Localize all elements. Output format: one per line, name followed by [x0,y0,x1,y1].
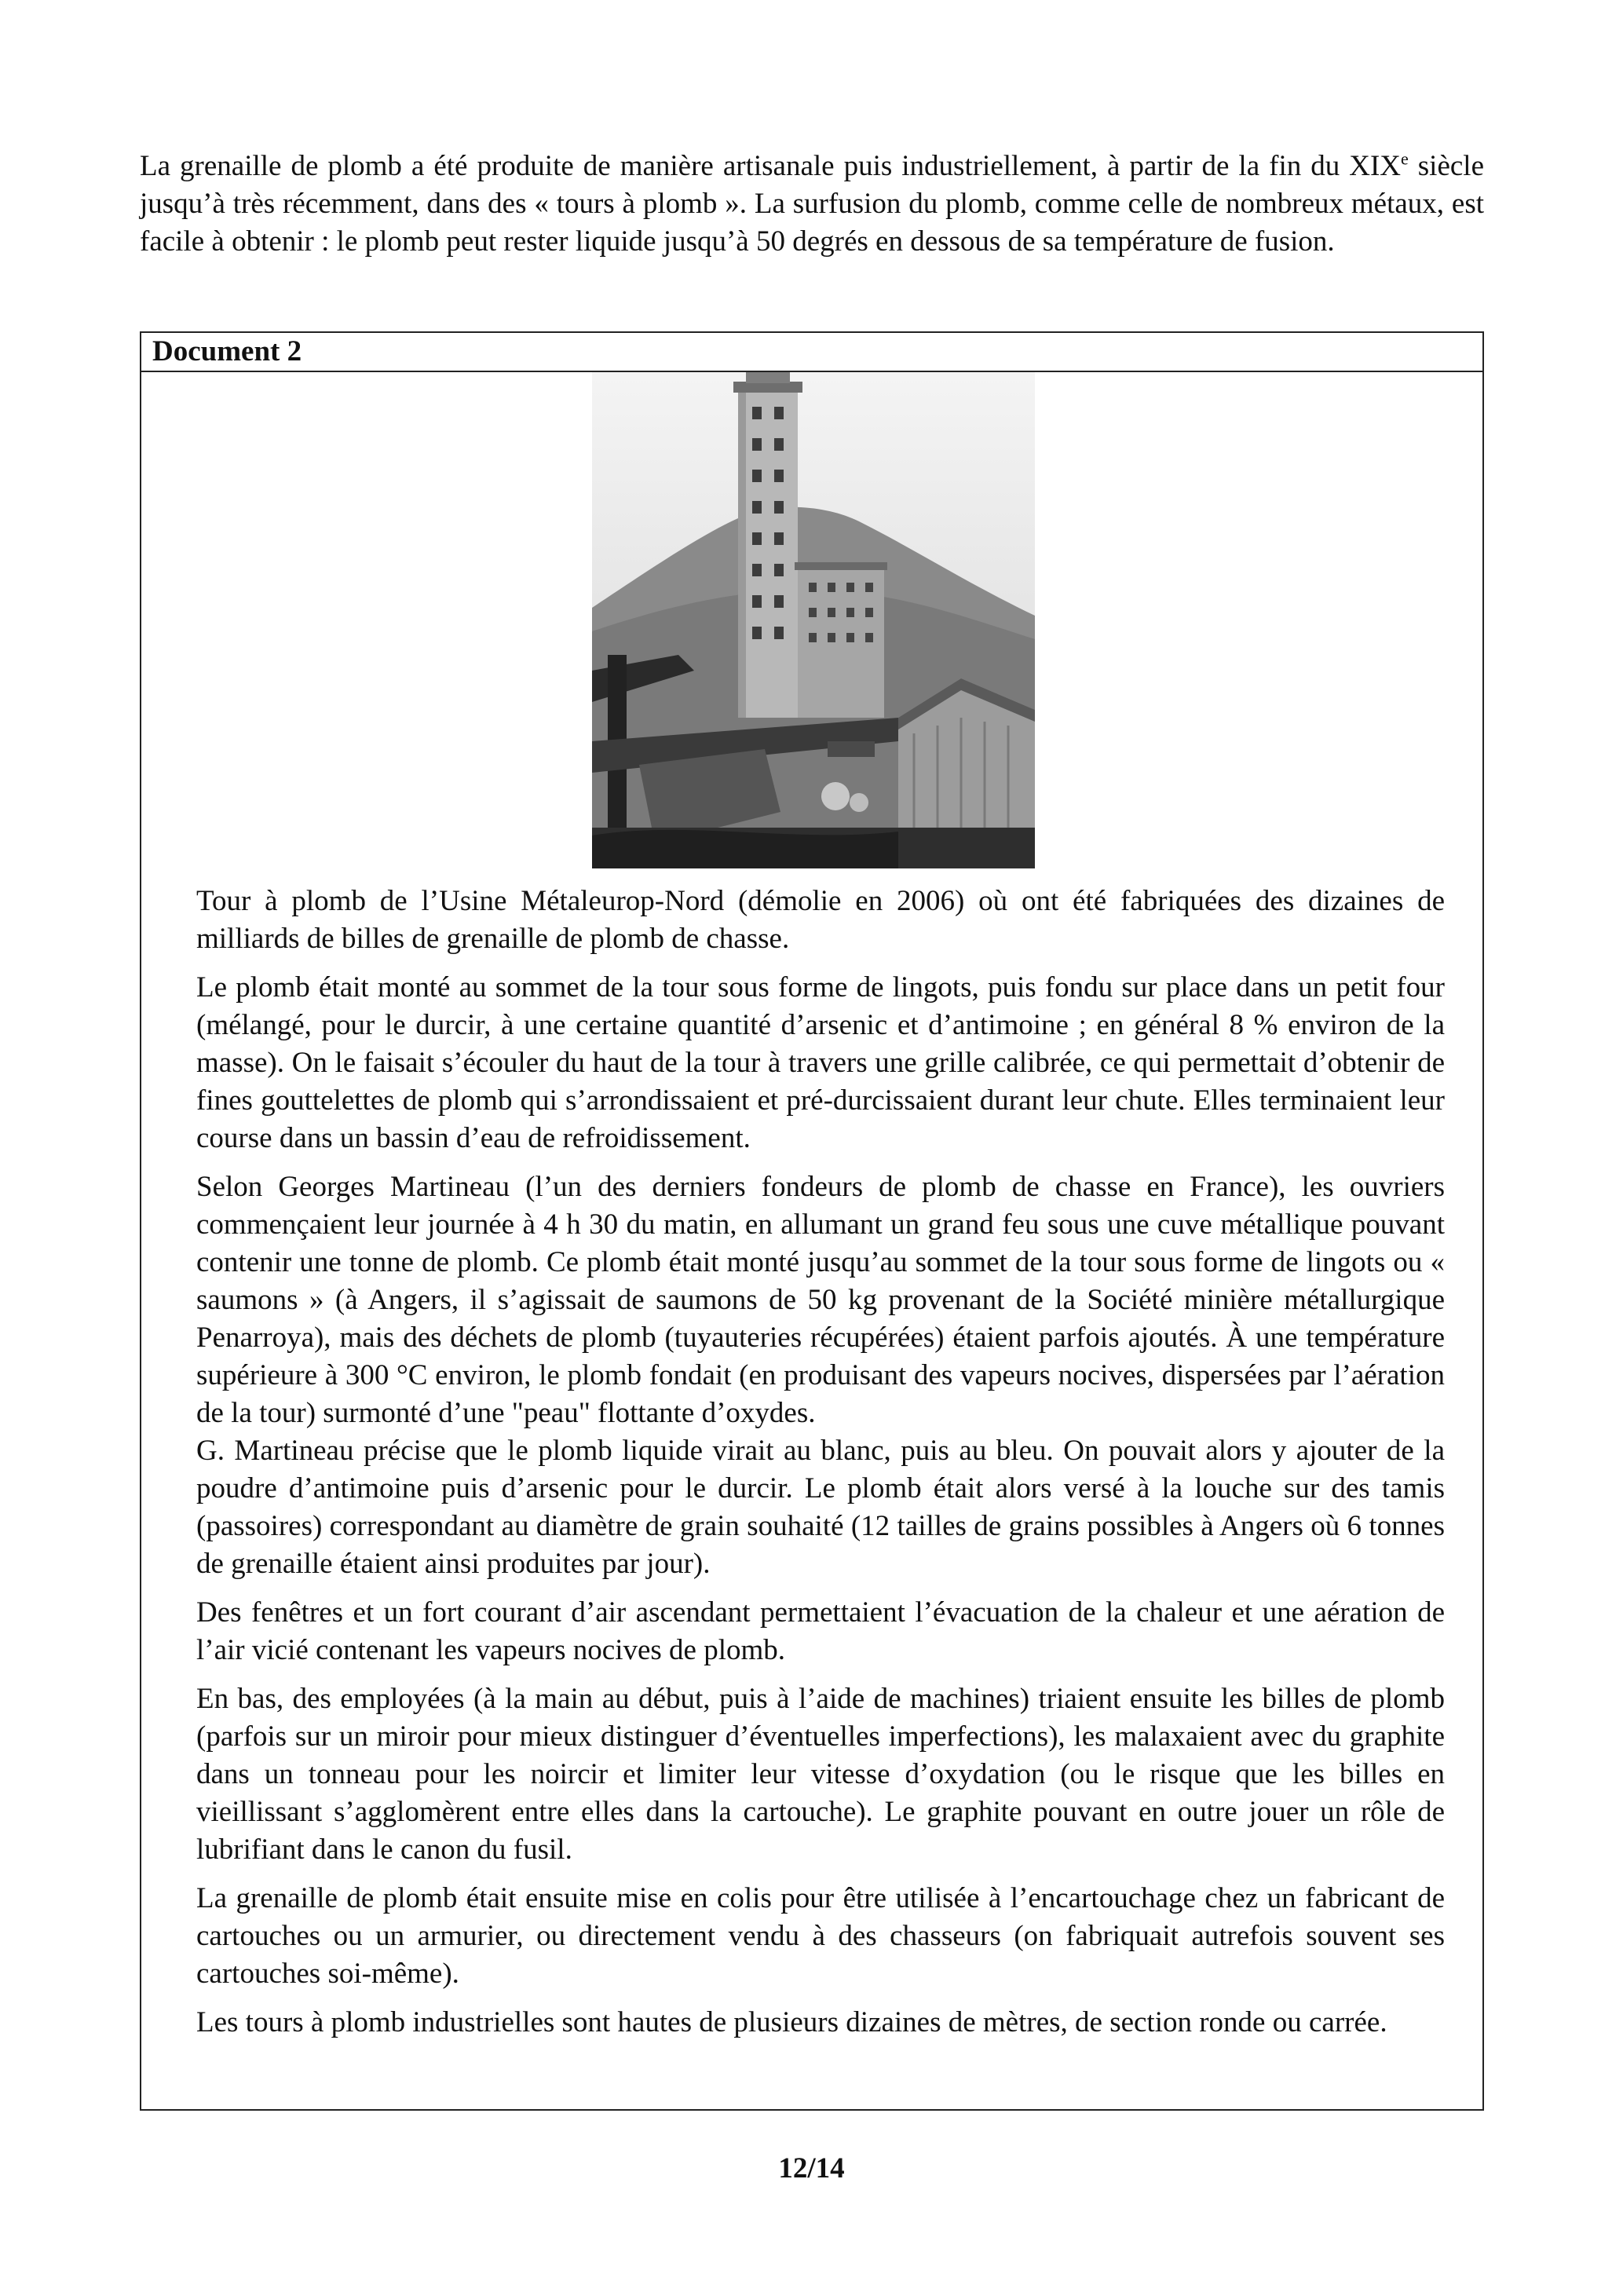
document-title: Document 2 [141,333,1482,372]
paragraph-process: Le plomb était monté au sommet de la tour sous forme de lingots, puis fondu sur place dans un petit four (mélangé, pour le durcir, à une certaine quantité d’arsenic et d’antimoine ; en général 8 % environ de la masse). On le faisait s’écouler du haut de la tour à travers une grille calibrée, ce qui permettait d’obtenir de fines gouttelettes de plomb qui s’arrondissaient et pré-durcissaient durant leur chute. Elles terminaient leur course dans un bassin d’eau de refroidissement. [196,971,1445,1154]
document-box [140,331,1484,2111]
paragraph-sorting: En bas, des employées (à la main au début, puis à l’aide de machines) triaient ensuite les billes de plomb (parfois sur un miroir pour mieux distinguer d’éventuelles imperfections), les malaxaient avec du graphite dans un tonneau pour les noircir et limiter leur vitesse d’oxydation (ou le risque que les billes en vieillissant s’agglomèrent entre elles dans la cartouche). Le graphite pouvant en outre jouer un rôle de lubrifiant dans le canon du fusil. [196,1683,1445,1866]
document-text [196,883,1445,2053]
paragraph-martineau: Selon Georges Martineau (l’un des derniers fondeurs de plomb de chasse en France), les ouvriers commençaient leur journée à 4 h 30 du matin, en allumant un grand feu sous une cuve métallique pouvant contenir une tonne de plomb. Ce plomb était monté jusqu’au sommet de la tour sous forme de lingots ou « saumons » (à Angers, il s’agissait de saumons de 50 kg provenant de la Société minière métallurgique Penarroya), mais des déchets de plomb (tuyauteries récupérées) étaient parfois ajoutés. À une température supérieure à 300 °C environ, le plomb fondait (en produisant des vapeurs nocives, dispersées par l’aération de la tour) surmonté d’une "peau" flottante d’oxydes. [196,1171,1445,1429]
intro-paragraph [140,148,1484,261]
lead-shot-tower-photo [592,372,1035,868]
paragraph-tower-height: Les tours à plomb industrielles sont hautes de plusieurs dizaines de mètres, de section ronde ou carrée. [196,2006,1387,2038]
paragraph-colors: G. Martineau précise que le plomb liquide virait au blanc, puis au bleu. On pouvait alors y ajouter de la poudre d’antimoine puis d’arsenic pour le durcir. Le plomb était alors versé à la louche sur des tamis (passoires) correspondant au diamètre de grain souhaité (12 tailles de grains possibles à Angers où 6 tonnes de grenaille étaient ainsi produites par jour). [196,1435,1445,1580]
intro-section [140,148,1484,261]
intro-text-part2: siècle jusqu’à très récemment, dans des « tours à plomb ». La surfusion du plomb, comme celle de nombreux métaux, est facile à obtenir : le plomb peut rester liquide jusqu’à 50 degrés en dessous de sa température de fusion. [140,150,1484,258]
intro-text-part1: La grenaille de plomb a été produite de manière artisanale puis industriellement, à partir de la fin du XIX [140,150,1401,182]
intro-superscript: e [1401,148,1409,169]
page-number: 12/14 [778,2152,845,2184]
photo-caption: Tour à plomb de l’Usine Métaleurop-Nord (démolie en 2006) où ont été fabriquées des dizaines de milliards de billes de grenaille de plomb de chasse. [196,885,1445,955]
paragraph-ventilation: Des fenêtres et un fort courant d’air ascendant permettaient l’évacuation de la chaleur et une aération de l’air vicié contenant les vapeurs nocives de plomb. [196,1596,1445,1666]
paragraph-packaging: La grenaille de plomb était ensuite mise en colis pour être utilisée à l’encartouchage chez un fabricant de cartouches ou un armurier, ou directement vendu à des chasseurs (on fabriquait autrefois souvent ses cartouches soi-même). [196,1882,1445,1990]
